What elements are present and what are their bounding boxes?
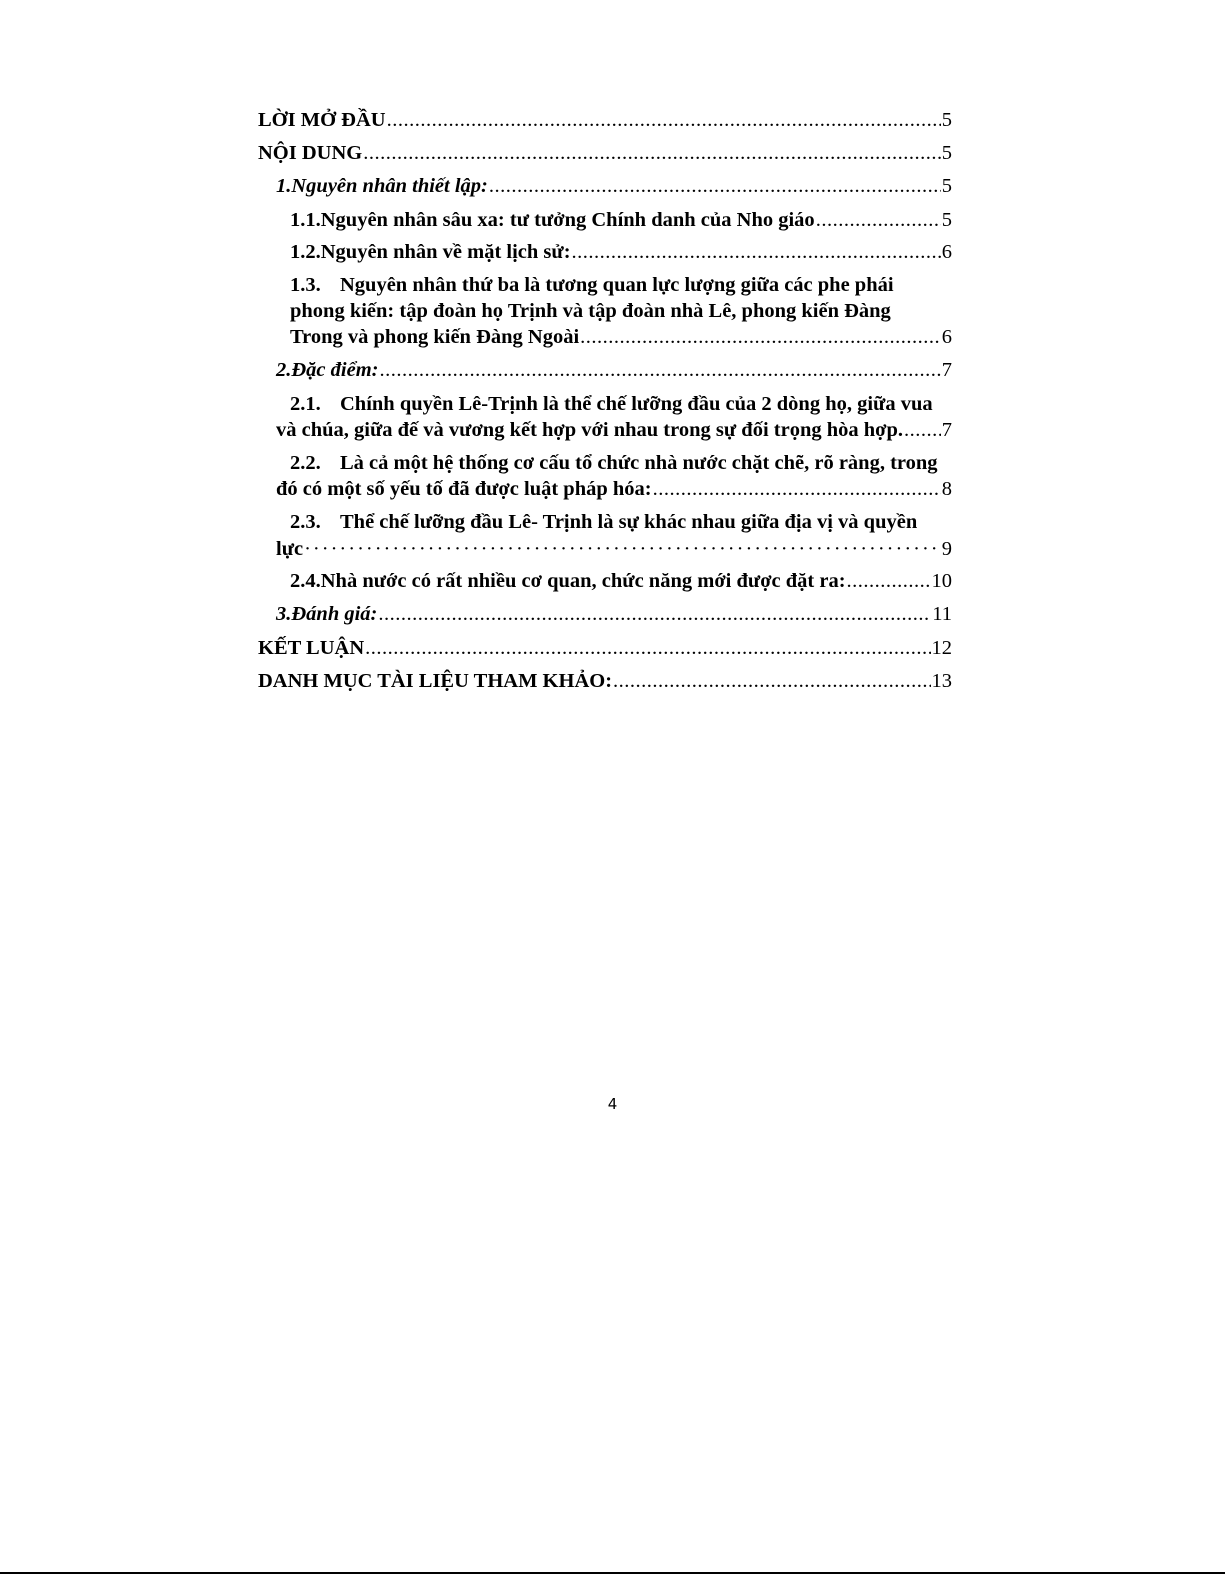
toc-entry-page: 5	[941, 109, 952, 131]
toc-entry-label: Chính quyền Lê-Trịnh là thể chế lưỡng đầu của 2 dòng họ, giữa vua	[340, 393, 933, 415]
toc-entry-section-1-1[interactable]	[290, 208, 952, 232]
toc-entry-page: 9	[941, 538, 952, 560]
dot-leader	[904, 418, 941, 442]
toc-entry-index: 1.	[276, 175, 292, 197]
toc-entry-label: Nguyên nhân thứ ba là tương quan lực lượng giữa các phe phái	[340, 274, 894, 296]
dot-leader	[816, 208, 941, 232]
toc-entry-page: 5	[941, 175, 952, 197]
dot-leader	[613, 669, 930, 693]
toc-entry-page: 7	[941, 359, 952, 381]
toc-entry-label: đó có một số yếu tố đã được luật pháp hóa:	[276, 478, 652, 500]
toc-entry-label: Thể chế lưỡng đầu Lê- Trịnh là sự khác nhau giữa địa vị và quyền	[340, 511, 918, 533]
toc-entry-tai-lieu-tham-khao[interactable]	[258, 669, 952, 693]
toc-entry-index: 2.1.	[290, 393, 321, 415]
toc-entry-label: lực	[276, 538, 304, 560]
toc-entry-line: phong kiến: tập đoàn họ Trịnh và tập đoàn nhà Lê, phong kiến Đàng	[290, 300, 891, 322]
toc-entry-label: Là cả một hệ thống cơ cấu tổ chức nhà nước chặt chẽ, rõ ràng, trong	[340, 452, 938, 474]
toc-entry-page: 6	[941, 326, 952, 348]
toc-entry-label: Đặc điểm:	[291, 359, 379, 381]
dot-leader	[580, 325, 941, 349]
toc-entry-last-line	[276, 418, 952, 442]
dot-leader	[363, 141, 941, 165]
toc-entry-index: 3.	[276, 603, 292, 625]
dot-leader	[653, 477, 941, 501]
toc-entry-page: 5	[941, 209, 952, 231]
toc-entry-index: 2.	[276, 359, 292, 381]
dot-leader	[378, 602, 931, 626]
page-number: 4	[607, 1095, 618, 1113]
toc-entry-label: NỘI DUNG	[258, 142, 363, 164]
dot-leader	[847, 569, 931, 593]
dot-leader	[387, 108, 941, 132]
toc-entry-ket-luan[interactable]	[258, 636, 952, 660]
toc-entry-section-2[interactable]	[276, 358, 952, 382]
toc-entry-label: Nhà nước có rất nhiều cơ quan, chức năng mới được đặt ra:	[320, 570, 846, 592]
toc-entry-index: 2.4.	[290, 570, 321, 592]
toc-entry-section-3[interactable]	[276, 602, 952, 626]
toc-entry-last-line	[290, 325, 952, 349]
toc-entry-noi-dung[interactable]	[258, 141, 952, 165]
toc-entry-label: Nguyên nhân về mặt lịch sử:	[320, 241, 571, 263]
toc-entry-label: Đánh giá:	[291, 603, 378, 625]
dot-leader	[489, 174, 941, 198]
toc-entry-page: 8	[941, 478, 952, 500]
toc-entry-section-2-4[interactable]	[290, 569, 952, 593]
toc-entry-label: Nguyên nhân sâu xa: tư tưởng Chính danh của Nho giáo	[320, 209, 815, 231]
toc-entry-page: 5	[941, 142, 952, 164]
dot-leader	[379, 358, 940, 382]
toc-entry-section-1-2[interactable]	[290, 240, 952, 264]
toc-entry-label: và chúa, giữa đế và vương kết hợp với nhau trong sự đối trọng hòa hợp.	[276, 419, 904, 441]
toc-entry-label: LỜI MỞ ĐẦU	[258, 109, 386, 131]
toc-entry-page: 7	[941, 419, 952, 441]
toc-entry-index: 1.2.	[290, 241, 321, 263]
toc-entry-label: DANH MỤC TÀI LIỆU THAM KHẢO:	[258, 670, 613, 692]
dot-leader	[572, 240, 941, 264]
toc-entry-label: KẾT LUẬN	[258, 637, 365, 659]
toc-entry-index: 2.3.	[290, 511, 321, 533]
toc-entry-index: 1.3.	[290, 274, 321, 296]
toc-entry-page: 12	[931, 637, 952, 659]
toc-entry-line	[290, 273, 894, 297]
toc-entry-line	[290, 510, 917, 534]
toc-entry-page: 11	[932, 603, 952, 625]
toc-entry-last-line	[276, 477, 952, 501]
toc-entry-page: 6	[941, 241, 952, 263]
toc-entry-index: 2.2.	[290, 452, 321, 474]
toc-entry-line	[290, 451, 938, 475]
dot-leader	[304, 537, 941, 561]
toc-entry-index: 1.1.	[290, 209, 321, 231]
toc-entry-last-line	[276, 537, 952, 561]
dot-leader	[365, 636, 930, 660]
toc-entry-label: Trong và phong kiến Đàng Ngoài	[290, 326, 580, 348]
toc-entry-page: 13	[931, 670, 952, 692]
toc-entry-section-1[interactable]	[276, 174, 952, 198]
toc-entry-page: 10	[931, 570, 952, 592]
toc-entry-line	[290, 392, 933, 416]
toc-entry-label: Nguyên nhân thiết lập:	[291, 175, 488, 197]
toc-entry-loi-mo-dau[interactable]	[258, 108, 952, 132]
page-bottom-border	[0, 1572, 1225, 1574]
